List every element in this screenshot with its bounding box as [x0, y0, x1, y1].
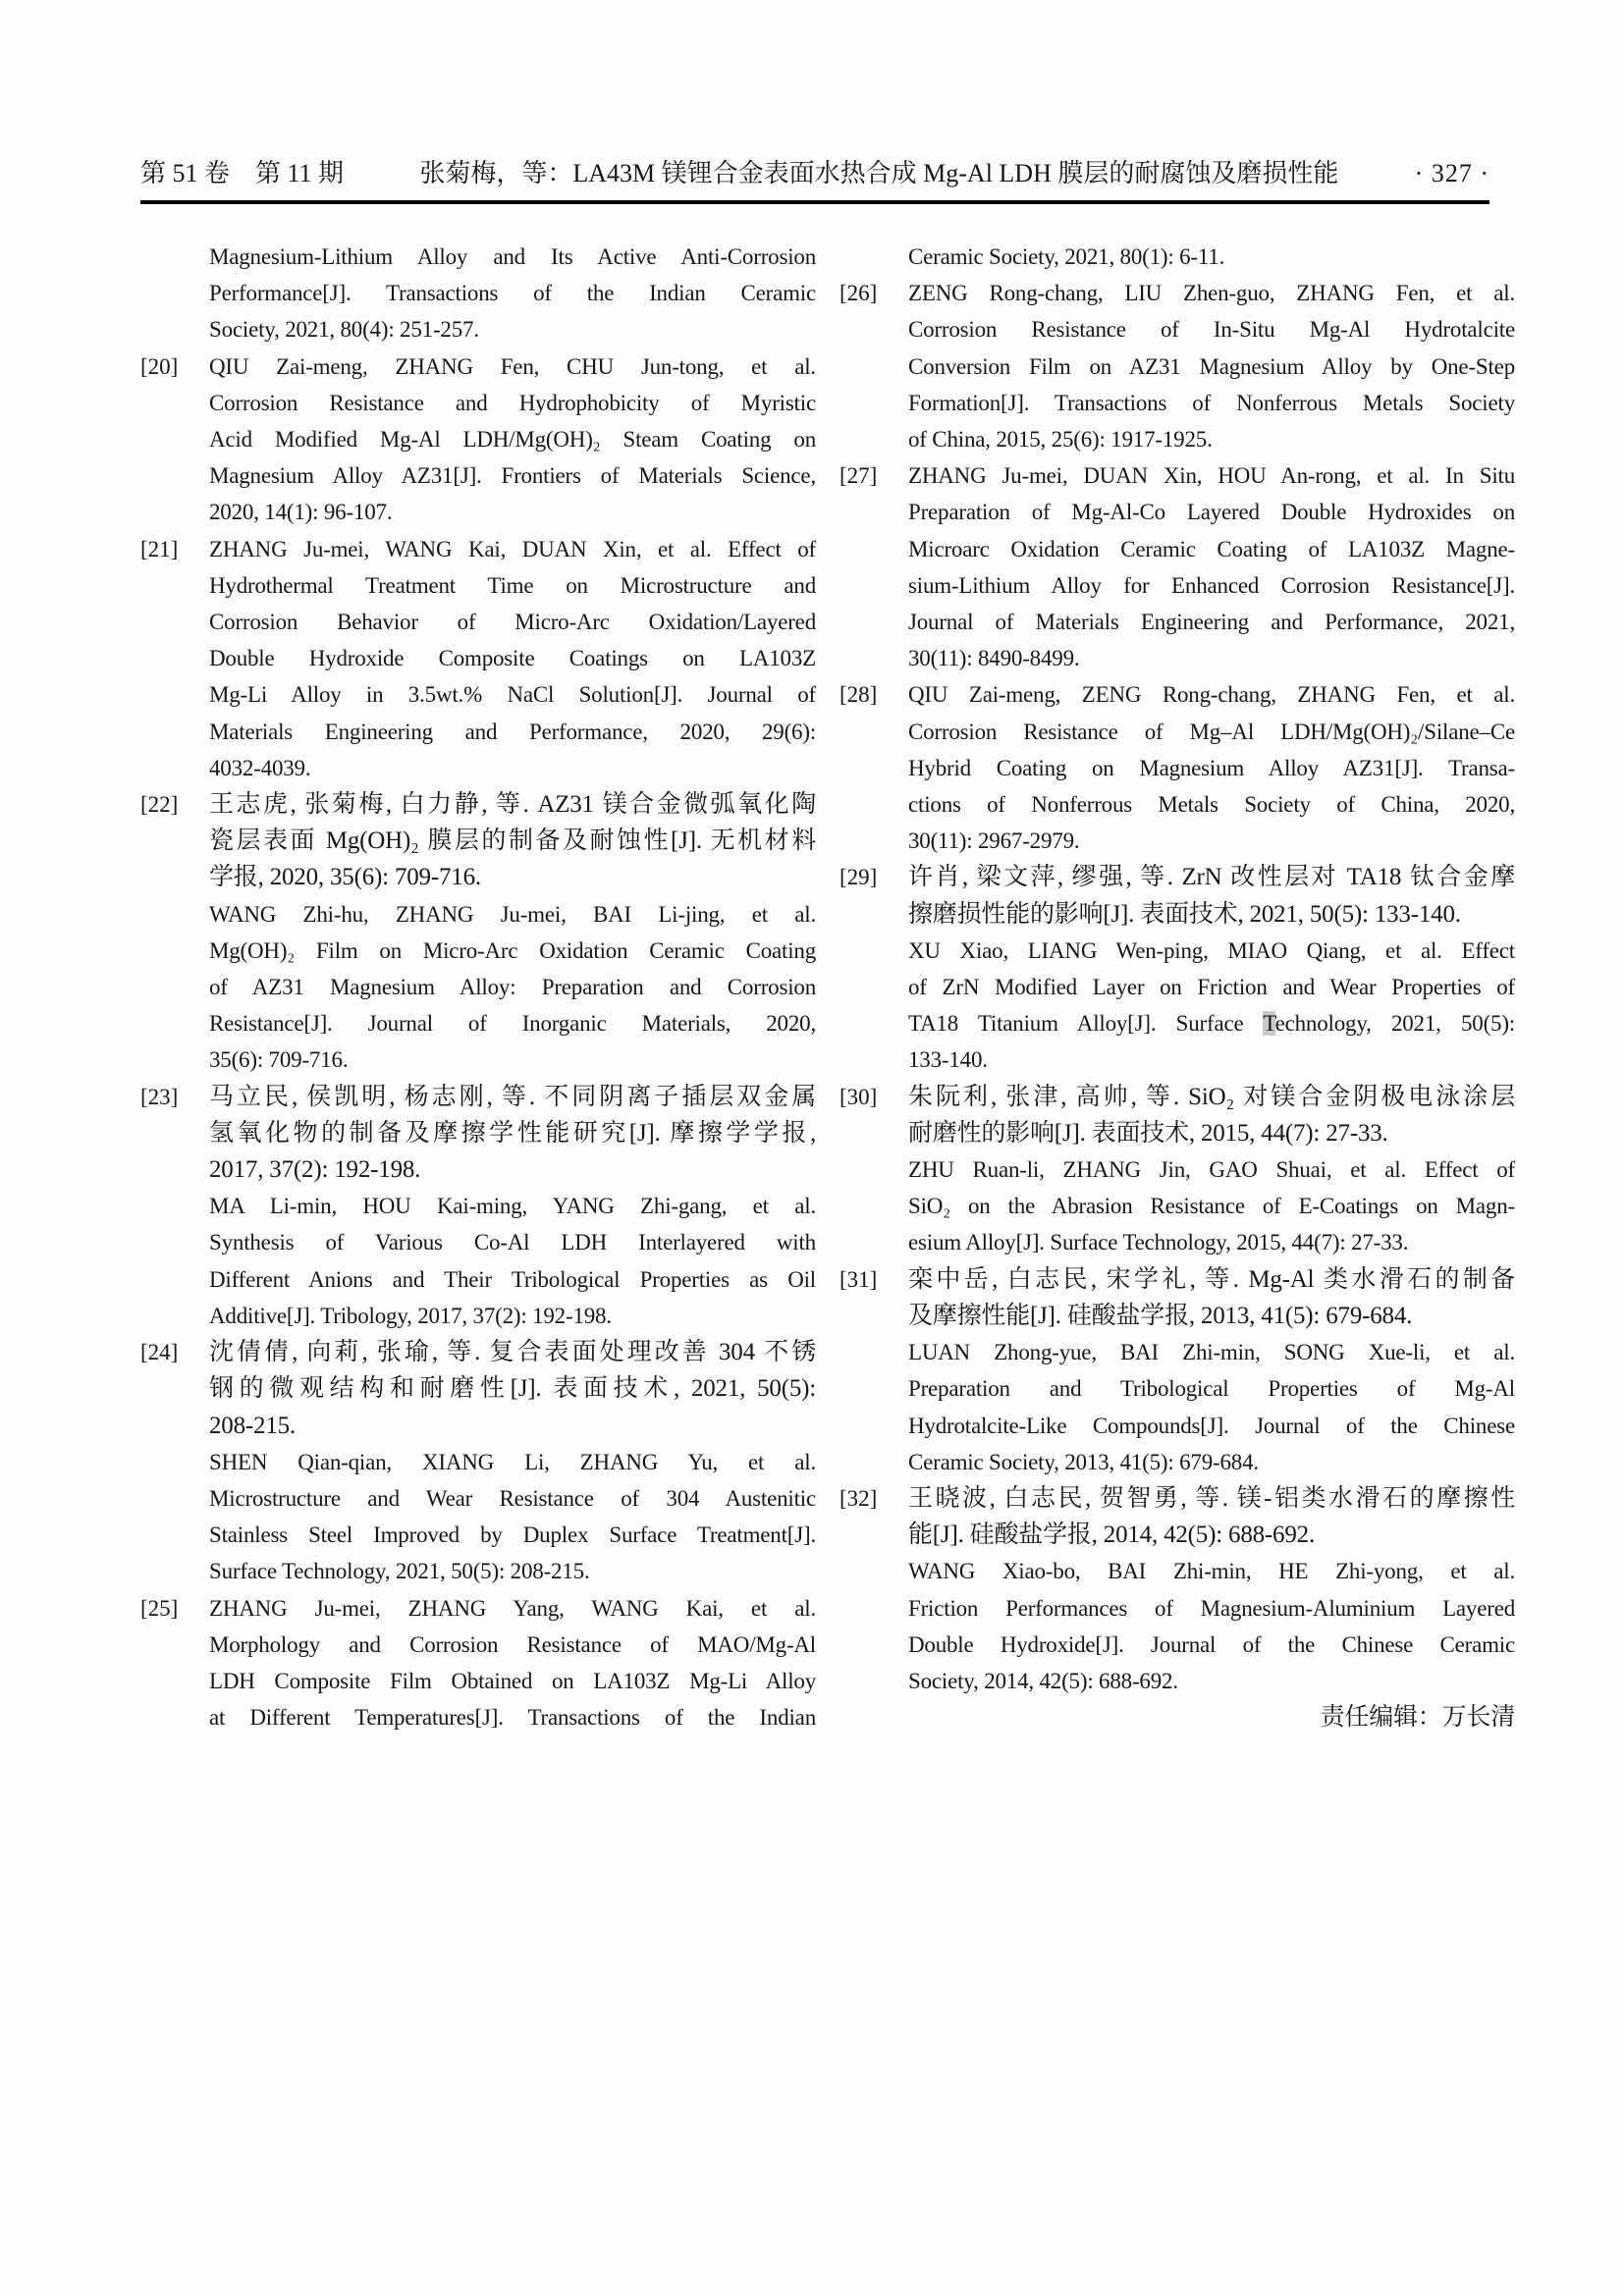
ref-line: QIU Zai-meng, ZENG Rong-chang, ZHANG Fen, et al. [908, 682, 1515, 708]
ref-line: Society, 2021, 80(4): 251-257. [209, 317, 479, 343]
ref-line: 钢的微观结构和耐磨性[J]. 表面技术, 2021, 50(5): [209, 1375, 816, 1403]
references-column-right [839, 239, 1515, 1735]
ref-line: Microarc Oxidation Ceramic Coating of LA103Z Magne- [908, 536, 1515, 561]
editor-note: 责任编辑：万长清 [1320, 1704, 1515, 1732]
scan-highlight-artifact: T [1263, 1011, 1275, 1037]
ref-line: 朱阮利, 张津, 高帅, 等. SiO₂ 对镁合金阴极电泳涂层 [908, 1083, 1515, 1110]
page-header [140, 153, 1489, 189]
ref-label: [27] [839, 463, 878, 489]
ref-line: QIU Zai-meng, ZHANG Fen, CHU Jun-tong, et al. [209, 353, 816, 379]
reference-entry [839, 1079, 1515, 1261]
ref-line: 耐磨性的影响[J]. 表面技术, 2015, 44(7): 27-33. [908, 1119, 1388, 1147]
reference-entry [839, 1480, 1515, 1699]
reference-entry [839, 676, 1515, 859]
ref-line: 35(6): 709-716. [209, 1047, 349, 1073]
ref-line: SiO₂ on the Abrasion Resistance of E-Coatings on Magn- [908, 1194, 1515, 1219]
ref-label: [30] [839, 1084, 878, 1109]
ref-line: 4032-4039. [209, 755, 311, 780]
reference-entry [839, 1261, 1515, 1480]
ref-line: Double Hydroxide[J]. Journal of the Chinese Ceramic [908, 1631, 1515, 1657]
ref-line: Hybrid Coating on Magnesium Alloy AZ31[J]. Transa- [908, 755, 1515, 780]
ref-line: 瓷层表面 Mg(OH)₂ 膜层的制备及耐蚀性[J]. 无机材料 [209, 828, 816, 855]
ref-label: [23] [140, 1084, 179, 1109]
ref-line: Friction Performances of Magnesium-Aluminium Layered [908, 1595, 1515, 1621]
ref-line: Conversion Film on AZ31 Magnesium Alloy by One-Step [908, 353, 1515, 379]
ref-line: of ZrN Modified Layer on Friction and Wear Properties of [908, 975, 1515, 1000]
ref-line: Mg-Li Alloy in 3.5wt.% NaCl Solution[J]. Journal of [209, 682, 816, 708]
reference-entry [140, 1334, 816, 1589]
ref-line: Surface Technology, 2021, 50(5): 208-215. [209, 1559, 590, 1584]
ref-line: at Different Temperatures[J]. Transactions of the Indian [209, 1705, 816, 1731]
reference-entry [839, 275, 1515, 457]
ref-line: Formation[J]. Transactions of Nonferrous Metals Society [908, 390, 1515, 415]
ref-line: Preparation of Mg-Al-Co Layered Double Hydroxides on [908, 500, 1515, 525]
reference-entry [209, 239, 816, 348]
ref-line: 许肖, 梁文萍, 缪强, 等. ZrN 改性层对 TA18 钛合金摩 [908, 864, 1515, 891]
header-rule [140, 200, 1489, 204]
ref-label: [31] [839, 1266, 878, 1292]
ref-paragraph [908, 1334, 1515, 1480]
ref-line: 30(11): 8490-8499. [908, 646, 1080, 671]
ref-line: Corrosion Behavior of Micro-Arc Oxidation/Layered [209, 610, 816, 635]
ref-line: 王晓波, 白志民, 贺智勇, 等. 镁-铝类水滑石的摩擦性 [908, 1484, 1515, 1512]
ref-line: LUAN Zhong-yue, BAI Zhi-min, SONG Xue-li, et al. [908, 1340, 1515, 1365]
ref-paragraph [908, 1261, 1515, 1334]
ref-paragraph [209, 1444, 816, 1590]
ref-paragraph [209, 1590, 816, 1736]
ref-line: Additive[J]. Tribology, 2017, 37(2): 192-198. [209, 1303, 612, 1328]
ref-line: 133-140. [908, 1047, 988, 1073]
ref-line: Corrosion Resistance and Hydrophobicity of Myristic [209, 390, 816, 415]
ref-paragraph [908, 239, 1515, 275]
ref-line: Morphology and Corrosion Resistance of MAO/Mg-Al [209, 1631, 816, 1657]
ref-paragraph [209, 348, 816, 531]
ref-line: of AZ31 Magnesium Alloy: Preparation and Corrosion [209, 975, 816, 1000]
ref-paragraph [209, 1334, 816, 1444]
ref-label: [28] [839, 682, 878, 708]
reference-entry [839, 859, 1515, 1078]
ref-line: 学报, 2020, 35(6): 709-716. [209, 864, 481, 891]
ref-line: Magnesium-Lithium Alloy and Its Active Anti-Corrosion [209, 244, 816, 269]
ref-line: Performance[J]. Transactions of the Indian Ceramic [209, 281, 816, 306]
ref-line: sium-Lithium Alloy for Enhanced Corrosion Resistance[J]. [908, 572, 1515, 598]
ref-line: Ceramic Society, 2013, 41(5): 679-684. [908, 1449, 1259, 1474]
ref-paragraph [209, 531, 816, 786]
ref-label: [24] [140, 1340, 179, 1365]
ref-line-text: echnology, 2021, 50(5): [1274, 1011, 1515, 1037]
ref-line: 30(11): 2967-2979. [908, 828, 1080, 854]
ref-paragraph [209, 896, 816, 1079]
header-issue-info: 第 51 卷 第 11 期 [140, 159, 345, 187]
ref-line: WANG Xiao-bo, BAI Zhi-min, HE Zhi-yong, et al. [908, 1559, 1515, 1584]
ref-paragraph [209, 1188, 816, 1334]
ref-line: Journal of Materials Engineering and Performance, 2021, [908, 610, 1515, 635]
ref-line: Magnesium Alloy AZ31[J]. Frontiers of Materials Science, [209, 463, 816, 489]
ref-label: [22] [140, 792, 179, 818]
reference-entry [908, 239, 1515, 275]
ref-line: Preparation and Tribological Properties of Mg-Al [908, 1376, 1515, 1402]
references-column-left [140, 239, 816, 1735]
ref-line: Acid Modified Mg-Al LDH/Mg(OH)₂ Steam Coating on [209, 427, 816, 453]
ref-line: 王志虎, 张菊梅, 白力静, 等. AZ31 镁合金微弧氧化陶 [209, 791, 816, 819]
ref-line: 208-215. [209, 1412, 296, 1439]
ref-line: Resistance[J]. Journal of Inorganic Materials, 2020, [209, 1011, 816, 1037]
ref-paragraph [908, 1079, 1515, 1151]
ref-line: 2020, 14(1): 96-107. [209, 500, 393, 525]
ref-line: 马立民, 侯凯明, 杨志刚, 等. 不同阴离子插层双金属 [209, 1083, 816, 1110]
ref-line: ZHANG Ju-mei, WANG Kai, DUAN Xin, et al. Effect of [209, 536, 816, 561]
ref-paragraph [908, 275, 1515, 457]
ref-line: Stainless Steel Improved by Duplex Surface Treatment[J]. [209, 1522, 816, 1548]
ref-label: [26] [839, 281, 878, 306]
reference-entry [140, 348, 816, 531]
ref-line-text: TA18 Titanium Alloy[J]. Surface [908, 1011, 1264, 1037]
ref-line: 擦磨损性能的影响[J]. 表面技术, 2021, 50(5): 133-140. [908, 900, 1461, 928]
ref-line: XU Xiao, LIANG Wen-ping, MIAO Qiang, et al. Effect [908, 937, 1515, 963]
ref-line: LDH Composite Film Obtained on LA103Z Mg-Li Alloy [209, 1668, 816, 1693]
ref-line: SHEN Qian-qian, XIANG Li, ZHANG Yu, et al. [209, 1449, 816, 1474]
reference-entry [140, 531, 816, 786]
ref-line: 能[J]. 硅酸盐学报, 2014, 42(5): 688-692. [908, 1522, 1316, 1549]
ref-line: ZHU Ruan-li, ZHANG Jin, GAO Shuai, et al. Effect of [908, 1157, 1515, 1183]
reference-entry [140, 1079, 816, 1334]
ref-line: ZENG Rong-chang, LIU Zhen-guo, ZHANG Fen, et al. [908, 281, 1515, 306]
ref-line: Ceramic Society, 2021, 80(1): 6-11. [908, 244, 1225, 269]
ref-paragraph [908, 933, 1515, 1079]
ref-line: Synthesis of Various Co-Al LDH Interlayered with [209, 1230, 816, 1255]
ref-line: 及摩擦性能[J]. 硅酸盐学报, 2013, 41(5): 679-684. [908, 1302, 1413, 1329]
ref-line: Materials Engineering and Performance, 2020, 29(6): [209, 719, 816, 744]
ref-paragraph [209, 239, 816, 348]
header-page-number: · 327 · [1414, 159, 1489, 187]
reference-entry [140, 786, 816, 1079]
ref-line [908, 1005, 1515, 1041]
ref-line: Hydrothermal Treatment Time on Microstructure and [209, 572, 816, 598]
ref-label: [20] [140, 353, 179, 379]
ref-label: [32] [839, 1485, 878, 1511]
ref-label: [25] [140, 1595, 179, 1621]
ref-line: MA Li-min, HOU Kai-ming, YANG Zhi-gang, et al. [209, 1194, 816, 1219]
ref-paragraph [908, 1151, 1515, 1261]
ref-line: 氢氧化物的制备及摩擦学性能研究[J]. 摩擦学学报, [209, 1119, 816, 1147]
ref-paragraph [908, 859, 1515, 932]
ref-paragraph [908, 1553, 1515, 1699]
ref-label: [21] [140, 536, 179, 561]
ref-line: of China, 2015, 25(6): 1917-1925. [908, 427, 1213, 453]
reference-entry [839, 457, 1515, 676]
ref-line: esium Alloy[J]. Surface Technology, 2015, 44(7): 27-33. [908, 1230, 1409, 1255]
ref-line: 沈倩倩, 向莉, 张瑜, 等. 复合表面处理改善 304 不锈 [209, 1339, 816, 1366]
reference-entry [140, 1590, 816, 1736]
ref-line: 2017, 37(2): 192-198. [209, 1156, 421, 1184]
ref-label: [29] [839, 865, 878, 890]
ref-line: Corrosion Resistance of In-Situ Mg-Al Hydrotalcite [908, 317, 1515, 343]
ref-line: Mg(OH)₂ Film on Micro-Arc Oxidation Ceramic Coating [209, 937, 816, 963]
header-running-title: 张菊梅，等：LA43M 镁锂合金表面水热合成 Mg-Al LDH 膜层的耐腐蚀及磨损性能 [419, 159, 1339, 187]
ref-line: Different Anions and Their Tribological Properties as Oil [209, 1266, 816, 1292]
ref-line: Double Hydroxide Composite Coatings on LA103Z [209, 646, 816, 671]
ref-line: Hydrotalcite-Like Compounds[J]. Journal of the Chinese [908, 1413, 1515, 1438]
ref-line: Microstructure and Wear Resistance of 304 Austenitic [209, 1485, 816, 1511]
ref-paragraph [209, 786, 816, 896]
ref-paragraph [908, 457, 1515, 676]
ref-line: Corrosion Resistance of Mg–Al LDH/Mg(OH)₂/Silane–Ce [908, 719, 1515, 744]
ref-line: WANG Zhi-hu, ZHANG Ju-mei, BAI Li-jing, et al. [209, 901, 816, 927]
ref-line: Society, 2014, 42(5): 688-692. [908, 1668, 1178, 1693]
ref-paragraph [908, 1480, 1515, 1553]
ref-line: ZHANG Ju-mei, ZHANG Yang, WANG Kai, et al. [209, 1595, 816, 1621]
ref-paragraph [209, 1079, 816, 1189]
ref-paragraph [908, 676, 1515, 859]
ref-line: ZHANG Ju-mei, DUAN Xin, HOU An-rong, et al. In Situ [908, 463, 1515, 489]
ref-line: 栾中岳, 白志民, 宋学礼, 等. Mg-Al 类水滑石的制备 [908, 1265, 1515, 1293]
ref-line: ctions of Nonferrous Metals Society of China, 2020, [908, 792, 1515, 818]
